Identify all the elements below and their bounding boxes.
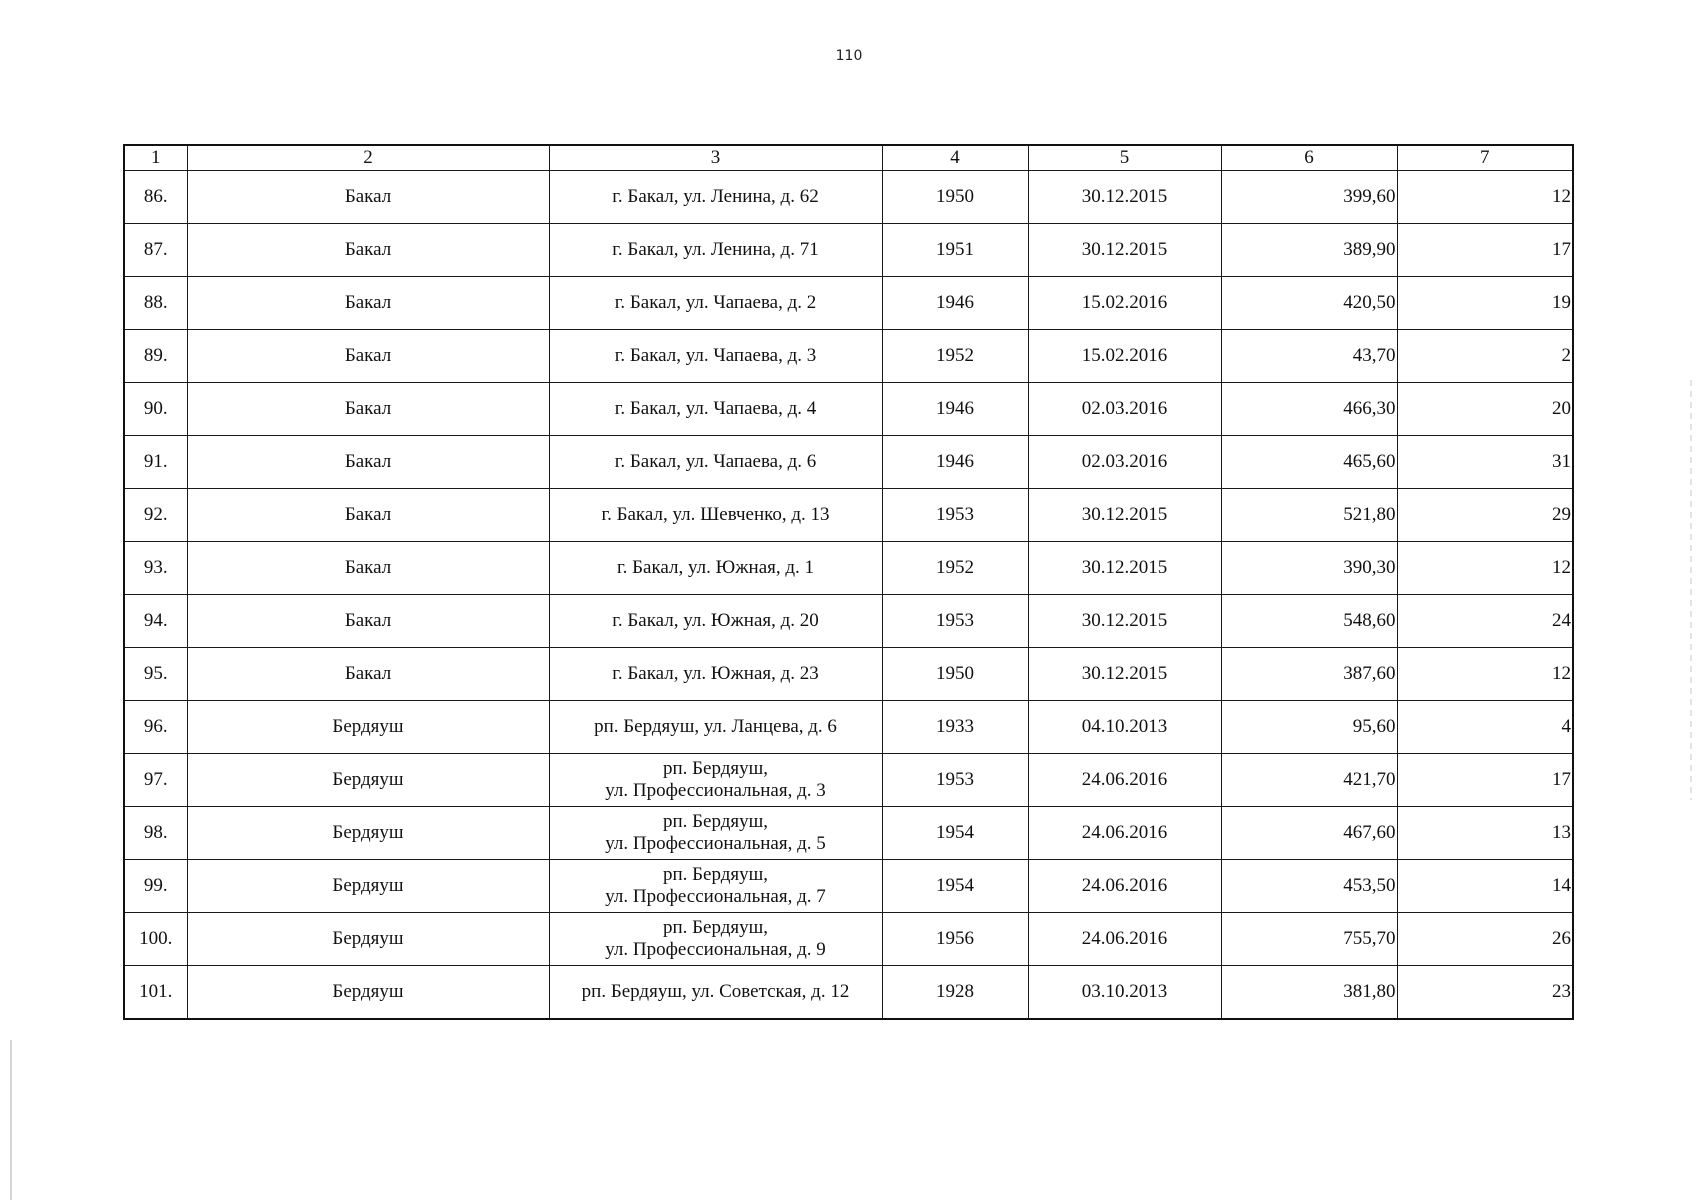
address-cell: г. Бакал, ул. Южная, д. 1 [549, 542, 882, 595]
count-cell: 17 [1397, 754, 1573, 807]
count-cell: 23 [1397, 966, 1573, 1020]
area-cell: 390,30 [1221, 542, 1397, 595]
table-row [124, 489, 1573, 542]
row-number: 98. [124, 807, 187, 860]
area-cell: 421,70 [1221, 754, 1397, 807]
column-header-3: 3 [549, 145, 882, 171]
area-cell: 548,60 [1221, 595, 1397, 648]
year-built-cell: 1954 [882, 860, 1028, 913]
count-cell: 20 [1397, 383, 1573, 436]
address-cell: г. Бакал, ул. Чапаева, д. 4 [549, 383, 882, 436]
year-built-cell: 1946 [882, 436, 1028, 489]
locality-cell: Бердяуш [187, 807, 549, 860]
count-cell: 12 [1397, 171, 1573, 224]
area-cell: 521,80 [1221, 489, 1397, 542]
locality-cell: Бердяуш [187, 913, 549, 966]
row-number: 96. [124, 701, 187, 754]
column-header-7: 7 [1397, 145, 1573, 171]
table-row [124, 224, 1573, 277]
year-built-cell: 1946 [882, 383, 1028, 436]
area-cell: 43,70 [1221, 330, 1397, 383]
column-header-6: 6 [1221, 145, 1397, 171]
scan-edge-mark [10, 1040, 12, 1200]
address-cell: рп. Бердяуш, ул. Ланцева, д. 6 [549, 701, 882, 754]
year-built-cell: 1953 [882, 489, 1028, 542]
date-cell: 02.03.2016 [1028, 436, 1221, 489]
table-row [124, 807, 1573, 860]
date-cell: 30.12.2015 [1028, 595, 1221, 648]
date-cell: 30.12.2015 [1028, 489, 1221, 542]
header-row [124, 145, 1573, 171]
column-header-4: 4 [882, 145, 1028, 171]
area-cell: 465,60 [1221, 436, 1397, 489]
table-row [124, 542, 1573, 595]
address-cell: г. Бакал, ул. Южная, д. 23 [549, 648, 882, 701]
row-number: 97. [124, 754, 187, 807]
locality-cell: Бакал [187, 648, 549, 701]
locality-cell: Бердяуш [187, 701, 549, 754]
locality-cell: Бакал [187, 489, 549, 542]
locality-cell: Бакал [187, 277, 549, 330]
address-cell: рп. Бердяуш, ул. Советская, д. 12 [549, 966, 882, 1020]
locality-cell: Бердяуш [187, 754, 549, 807]
table-row [124, 648, 1573, 701]
area-cell: 399,60 [1221, 171, 1397, 224]
year-built-cell: 1951 [882, 224, 1028, 277]
table-row [124, 860, 1573, 913]
date-cell: 30.12.2015 [1028, 648, 1221, 701]
address-cell: г. Бакал, ул. Чапаева, д. 2 [549, 277, 882, 330]
area-cell: 453,50 [1221, 860, 1397, 913]
year-built-cell: 1954 [882, 807, 1028, 860]
area-cell: 467,60 [1221, 807, 1397, 860]
area-cell: 387,60 [1221, 648, 1397, 701]
count-cell: 2 [1397, 330, 1573, 383]
year-built-cell: 1950 [882, 648, 1028, 701]
date-cell: 30.12.2015 [1028, 224, 1221, 277]
column-header-1: 1 [124, 145, 187, 171]
table-row [124, 913, 1573, 966]
row-number: 94. [124, 595, 187, 648]
date-cell: 04.10.2013 [1028, 701, 1221, 754]
year-built-cell: 1953 [882, 595, 1028, 648]
page-number: 110 [835, 48, 863, 64]
date-cell: 30.12.2015 [1028, 171, 1221, 224]
count-cell: 13 [1397, 807, 1573, 860]
row-number: 90. [124, 383, 187, 436]
year-built-cell: 1953 [882, 754, 1028, 807]
table-row [124, 966, 1573, 1020]
table-row [124, 436, 1573, 489]
count-cell: 4 [1397, 701, 1573, 754]
count-cell: 12 [1397, 648, 1573, 701]
locality-cell: Бакал [187, 330, 549, 383]
address-cell: г. Бакал, ул. Ленина, д. 71 [549, 224, 882, 277]
row-number: 101. [124, 966, 187, 1020]
date-cell: 03.10.2013 [1028, 966, 1221, 1020]
housing-register-table [123, 144, 1574, 1020]
area-cell: 466,30 [1221, 383, 1397, 436]
row-number: 88. [124, 277, 187, 330]
year-built-cell: 1950 [882, 171, 1028, 224]
count-cell: 14 [1397, 860, 1573, 913]
column-header-2: 2 [187, 145, 549, 171]
year-built-cell: 1946 [882, 277, 1028, 330]
date-cell: 24.06.2016 [1028, 807, 1221, 860]
date-cell: 15.02.2016 [1028, 277, 1221, 330]
date-cell: 24.06.2016 [1028, 860, 1221, 913]
address-cell: рп. Бердяуш, ул. Профессиональная, д. 3 [549, 754, 882, 807]
address-cell: рп. Бердяуш, ул. Профессиональная, д. 5 [549, 807, 882, 860]
locality-cell: Бакал [187, 595, 549, 648]
area-cell: 389,90 [1221, 224, 1397, 277]
count-cell: 17 [1397, 224, 1573, 277]
locality-cell: Бердяуш [187, 966, 549, 1020]
area-cell: 420,50 [1221, 277, 1397, 330]
locality-cell: Бердяуш [187, 860, 549, 913]
table-row [124, 701, 1573, 754]
row-number: 95. [124, 648, 187, 701]
column-header-5: 5 [1028, 145, 1221, 171]
year-built-cell: 1933 [882, 701, 1028, 754]
row-number: 87. [124, 224, 187, 277]
row-number: 92. [124, 489, 187, 542]
row-number: 99. [124, 860, 187, 913]
scan-edge-mark [1690, 380, 1692, 800]
count-cell: 31 [1397, 436, 1573, 489]
table-row [124, 595, 1573, 648]
address-cell: рп. Бердяуш, ул. Профессиональная, д. 9 [549, 913, 882, 966]
table-row [124, 171, 1573, 224]
date-cell: 15.02.2016 [1028, 330, 1221, 383]
count-cell: 29 [1397, 489, 1573, 542]
count-cell: 12 [1397, 542, 1573, 595]
count-cell: 24 [1397, 595, 1573, 648]
area-cell: 381,80 [1221, 966, 1397, 1020]
address-cell: г. Бакал, ул. Чапаева, д. 6 [549, 436, 882, 489]
table-row [124, 383, 1573, 436]
date-cell: 24.06.2016 [1028, 913, 1221, 966]
area-cell: 95,60 [1221, 701, 1397, 754]
address-cell: г. Бакал, ул. Южная, д. 20 [549, 595, 882, 648]
row-number: 89. [124, 330, 187, 383]
date-cell: 24.06.2016 [1028, 754, 1221, 807]
table-row [124, 330, 1573, 383]
row-number: 91. [124, 436, 187, 489]
address-cell: г. Бакал, ул. Шевченко, д. 13 [549, 489, 882, 542]
year-built-cell: 1952 [882, 542, 1028, 595]
count-cell: 19 [1397, 277, 1573, 330]
address-cell: г. Бакал, ул. Ленина, д. 62 [549, 171, 882, 224]
address-cell: рп. Бердяуш, ул. Профессиональная, д. 7 [549, 860, 882, 913]
locality-cell: Бакал [187, 383, 549, 436]
locality-cell: Бакал [187, 224, 549, 277]
date-cell: 02.03.2016 [1028, 383, 1221, 436]
year-built-cell: 1928 [882, 966, 1028, 1020]
table-row [124, 277, 1573, 330]
area-cell: 755,70 [1221, 913, 1397, 966]
year-built-cell: 1956 [882, 913, 1028, 966]
year-built-cell: 1952 [882, 330, 1028, 383]
date-cell: 30.12.2015 [1028, 542, 1221, 595]
locality-cell: Бакал [187, 542, 549, 595]
address-cell: г. Бакал, ул. Чапаева, д. 3 [549, 330, 882, 383]
table-row [124, 754, 1573, 807]
count-cell: 26 [1397, 913, 1573, 966]
locality-cell: Бакал [187, 436, 549, 489]
row-number: 93. [124, 542, 187, 595]
locality-cell: Бакал [187, 171, 549, 224]
row-number: 86. [124, 171, 187, 224]
row-number: 100. [124, 913, 187, 966]
